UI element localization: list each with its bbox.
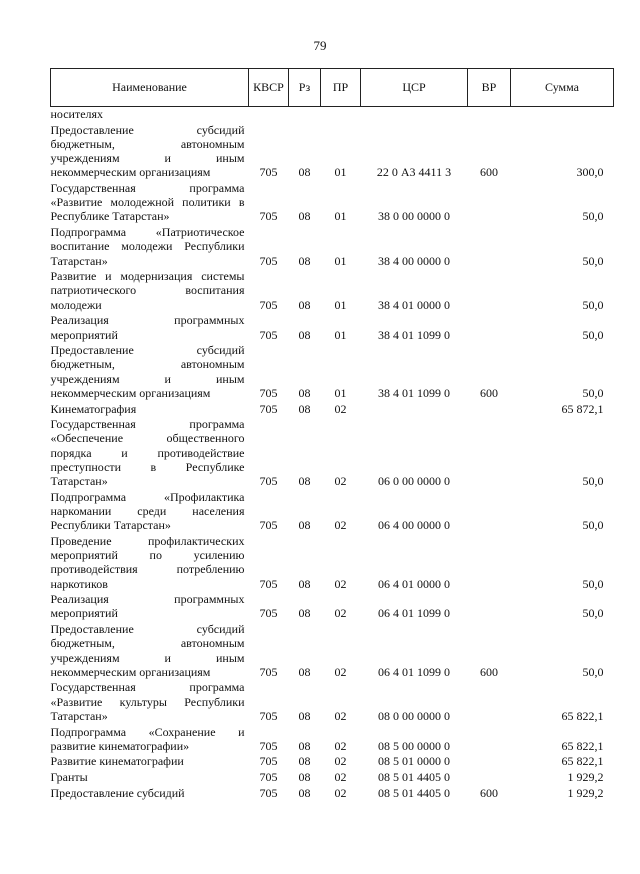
row-vr [468,754,511,768]
row-vr [468,490,511,533]
row-kvsr: 705 [259,576,278,591]
row-csr: 06 4 01 0000 0 [378,576,450,591]
row-name: Подпрограмма «Сохранение и развитие кинематографии» [50,724,245,753]
row-vr [468,225,511,268]
table-row [51,402,614,416]
row-pr: 01 [334,327,347,342]
row-csr: 38 0 00 0000 0 [378,209,450,224]
header-csr: ЦСР [361,69,468,107]
row-kvsr: 705 [259,754,278,769]
table-row [51,592,614,620]
row-vr [468,402,511,416]
row-vr [468,269,511,312]
table-header-row [51,69,614,107]
row-csr: 08 5 01 4405 0 [378,770,450,785]
budget-table [50,68,614,802]
table-row [51,622,614,679]
row-kvsr: 705 [259,401,278,416]
row-csr: 38 4 01 1099 0 [378,327,450,342]
row-name: Реализация программных мероприятий [50,592,245,621]
table-row [51,123,614,180]
table-row [51,534,614,591]
header-rz: Рз [289,69,321,107]
table-row [51,269,614,312]
table-row [51,343,614,400]
row-vr [468,680,511,723]
row-pr: 02 [334,474,347,489]
row-kvsr: 705 [259,664,278,679]
row-pr: 01 [334,385,347,400]
row-vr [468,592,511,620]
row-name: Развитие кинематографии [50,754,184,769]
row-pr: 02 [334,785,347,800]
header-sum: Сумма [511,69,614,107]
row-pr: 02 [334,576,347,591]
table-row [51,786,614,800]
row-sum: 65 822,1 [561,708,604,723]
table-row [51,754,614,768]
row-rz: 08 [298,664,311,679]
row-rz: 08 [298,297,311,312]
row-sum [511,107,614,122]
row-name: Государственная программа «Обеспечение общественного порядка и противодействие преступности в Республике Татарстан» [50,417,245,489]
table-row [51,417,614,488]
row-name: Развитие и модернизация системы патриотического воспитания молодежи [50,269,245,312]
row-csr: 06 0 00 0000 0 [378,474,450,489]
row-csr: 38 4 00 0000 0 [378,253,450,268]
row-name: Подпрограмма «Профилактика наркомании среди населения Республики Татарстан» [50,489,245,533]
row-rz: 08 [298,518,311,533]
row-kvsr: 705 [259,518,278,533]
header-name: Наименование [51,69,249,107]
row-sum: 50,0 [582,474,604,489]
row-rz: 08 [298,401,311,416]
table-row [51,313,614,341]
row-pr: 02 [334,518,347,533]
row-rz: 08 [298,253,311,268]
row-kvsr: 705 [259,165,278,180]
row-pr: 02 [334,664,347,679]
row-sum: 65 872,1 [561,401,604,416]
row-csr: 38 4 01 0000 0 [378,297,450,312]
row-name: Подпрограмма «Патриотическое воспитание молодежи Республики Татарстан» [50,225,245,268]
row-sum: 50,0 [582,518,604,533]
row-vr [468,181,511,224]
row-sum: 50,0 [582,576,604,591]
page-number: 79 [313,38,327,53]
table-row [51,490,614,533]
row-vr [468,725,511,753]
row-name: Государственная программа «Развитие молодежной политики в Республике Татарстан» [50,181,245,224]
table-row [51,725,614,753]
row-rz: 08 [298,785,311,800]
row-sum: 65 822,1 [561,754,604,769]
row-sum: 50,0 [582,253,604,268]
row-rz: 08 [298,165,311,180]
table-row [51,225,614,268]
header-pr: ПР [321,69,361,107]
row-vr [468,313,511,341]
row-sum: 50,0 [582,297,604,312]
row-name: Предоставление субсидий [50,785,185,800]
row-csr: 08 5 01 0000 0 [378,754,450,769]
row-rz: 08 [298,708,311,723]
row-pr: 02 [334,754,347,769]
row-name: Предоставление субсидий бюджетным, автономным учреждениям и иным некоммерческим организациям [50,343,245,400]
table-row [51,680,614,723]
table-body [51,107,614,802]
row-sum: 300,0 [576,165,604,180]
row-name: Кинематография [50,401,137,416]
row-csr [361,402,468,416]
row-pr: 02 [334,401,347,416]
row-rz: 08 [298,209,311,224]
table-row [51,181,614,224]
row-vr: 600 [480,664,498,679]
row-kvsr: 705 [259,385,278,400]
row-vr: 600 [480,165,498,180]
row-kvsr: 705 [259,708,278,723]
row-pr: 02 [334,708,347,723]
row-sum: 50,0 [582,664,604,679]
row-kvsr [249,107,289,122]
row-kvsr: 705 [259,606,278,621]
row-sum: 50,0 [582,385,604,400]
row-name: Проведение профилактических мероприятий по усилению противодействия потреблению наркотиков [50,533,245,591]
row-name: Предоставление субсидий бюджетным, автономным учреждениям и иным некоммерческим организациям [50,122,245,180]
row-pr: 02 [334,606,347,621]
row-rz: 08 [298,385,311,400]
row-pr: 01 [334,253,347,268]
row-spacer [51,800,614,802]
row-rz: 08 [298,474,311,489]
row-pr [321,107,361,122]
row-pr: 01 [334,165,347,180]
row-kvsr: 705 [259,297,278,312]
row-rz: 08 [298,327,311,342]
header-vr: ВР [468,69,511,107]
row-rz: 08 [298,754,311,769]
row-rz: 08 [298,738,311,753]
row-vr [468,770,511,784]
row-vr [468,107,511,122]
row-csr [361,107,468,122]
row-name: носителях [50,107,104,121]
row-sum: 50,0 [582,209,604,224]
row-csr: 22 0 А3 4411 3 [376,165,452,180]
header-kvsr: КВСР [249,69,289,107]
table-row [51,107,614,122]
row-name: Предоставление субсидий бюджетным, автономным учреждениям и иным некоммерческим организациям [50,622,245,679]
row-csr: 06 4 00 0000 0 [378,518,450,533]
row-kvsr: 705 [259,327,278,342]
row-csr: 08 0 00 0000 0 [378,708,450,723]
row-pr: 01 [334,297,347,312]
row-kvsr: 705 [259,738,278,753]
row-vr [468,417,511,488]
row-name: Гранты [50,770,88,785]
row-vr: 600 [480,785,498,800]
row-kvsr: 705 [259,474,278,489]
row-vr [468,534,511,591]
row-kvsr: 705 [259,770,278,785]
row-sum: 50,0 [582,327,604,342]
row-pr: 02 [334,770,347,785]
row-sum: 1 929,2 [567,770,604,785]
row-csr: 08 5 01 4405 0 [378,785,450,800]
row-kvsr: 705 [259,209,278,224]
row-pr: 01 [334,209,347,224]
row-sum: 50,0 [582,606,604,621]
row-rz [289,107,321,122]
row-kvsr: 705 [259,253,278,268]
row-kvsr: 705 [259,785,278,800]
row-rz: 08 [298,606,311,621]
row-csr: 06 4 01 1099 0 [378,664,450,679]
row-rz: 08 [298,770,311,785]
row-name: Реализация программных мероприятий [50,313,245,342]
row-rz: 08 [298,576,311,591]
row-vr: 600 [480,385,498,400]
row-pr: 02 [334,738,347,753]
row-sum: 1 929,2 [567,785,604,800]
row-sum: 65 822,1 [561,738,604,753]
row-csr: 08 5 00 0000 0 [378,738,450,753]
row-csr: 38 4 01 1099 0 [378,385,450,400]
table-row [51,770,614,784]
row-csr: 06 4 01 1099 0 [378,606,450,621]
row-name: Государственная программа «Развитие культуры Республики Татарстан» [50,680,245,723]
